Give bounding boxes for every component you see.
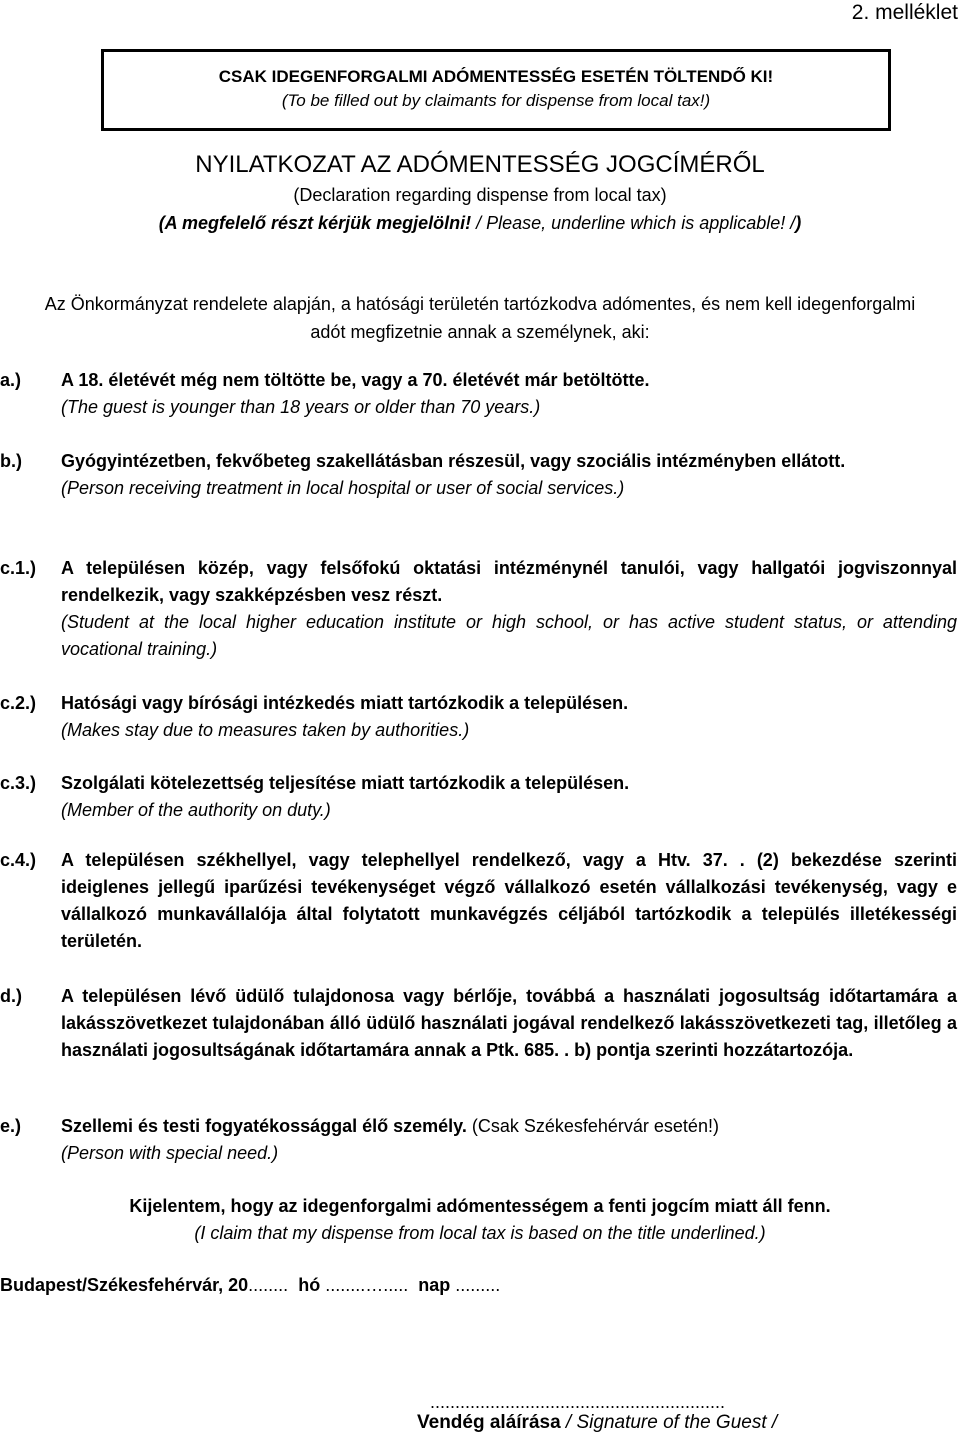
month-label: hó	[298, 1275, 321, 1295]
item-a-hu: A 18. életévét még nem töltötte be, vagy a 70. életévét már betöltötte.	[61, 370, 650, 390]
page-title: NYILATKOZAT AZ ADÓMENTESSÉG JOGCÍMÉRŐL	[195, 151, 765, 178]
signature-label	[417, 1409, 777, 1436]
item-b-en: (Person receiving treatment in local hospital or user of social services.)	[61, 478, 625, 498]
item-b-hu: Gyógyintézetben, fekvőbeteg szakellátásban részesül, vagy szociális intézményben ellátott.	[61, 451, 846, 471]
item-c1-label: c.1.)	[0, 558, 37, 578]
item-c3-en: (Member of the authority on duty.)	[61, 800, 331, 820]
item-c1-hu: A településen közép, vagy felsőfokú oktatási intézménynél tanulói, vagy hallgatói jogviszonnyal rendelkezik, vagy szakképzésben vesz részt.	[61, 558, 957, 605]
subtitle-en: (Declaration regarding dispense from local tax)	[293, 185, 667, 205]
notice-hu: CSAK IDEGENFORGALMI ADÓMENTESSÉG ESETÉN TÖLTENDŐ KI!	[218, 67, 774, 86]
annex-label: 2. melléklet	[851, 1, 958, 24]
item-e-label: e.)	[0, 1116, 22, 1136]
instruction-close: )	[795, 213, 802, 233]
item-c4-label: c.4.)	[0, 850, 37, 870]
year-prefix: 20	[228, 1275, 249, 1295]
item-c2-label: c.2.)	[0, 693, 37, 713]
claim-en: (I claim that my dispense from local tax is based on the title underlined.)	[194, 1223, 766, 1243]
item-b-label: b.)	[0, 451, 22, 471]
item-c4-hu: A településen székhellyel, vagy telephellyel rendelkező, vagy a Htv. 37. . (2) bekezdése szerinti ideiglenes jellegű iparűzési tevékenységet végző vállalkozó esetén vállalkozási tevékenység, vagy e vállalkozó munkavállalója által folytatott munkavégzés céljából tartózkodik a település illetékességi területén.	[61, 850, 957, 951]
day-label: nap	[418, 1275, 451, 1295]
signature-label-hu: Vendég aláírása	[417, 1412, 561, 1433]
item-d-hu: A településen lévő üdülő tulajdonosa vagy bérlője, továbbá a használati jogosultság időtartamára a lakásszövetkezet tulajdonában álló üdülő használati jogával rendelkező lakásszövetkezeti tag, illetőleg a használati jogosultságának időtartamára annak a Ptk. 685. . b) pontja szerinti hozzátartozója.	[61, 986, 957, 1060]
instruction	[0, 210, 960, 237]
notice-box	[101, 49, 891, 131]
intro-text	[0, 290, 960, 346]
signature-field[interactable]: ...........................................................	[430, 1392, 726, 1412]
item-c2-en: (Makes stay due to measures taken by authorities.)	[61, 720, 470, 740]
intro-line-2: adót megfizetnie annak a személynek, aki:	[310, 322, 650, 342]
item-c1-en: (Student at the local higher education institute or high school, or has active student status, or attending vocational training.)	[61, 612, 957, 659]
month-field[interactable]: ........….....	[325, 1275, 409, 1295]
day-field[interactable]: .........	[455, 1275, 501, 1295]
item-c2-hu: Hatósági vagy bírósági intézkedés miatt tartózkodik a településen.	[61, 693, 629, 713]
claim	[0, 1193, 960, 1247]
item-e-note: (Csak Székesfehérvár esetén!)	[466, 1116, 719, 1136]
instruction-hu: (A megfelelő részt kérjük megjelölni!	[158, 213, 472, 233]
item-e-en: (Person with special need.)	[61, 1143, 279, 1163]
place-label: Budapest/Székesfehérvár,	[0, 1275, 224, 1295]
item-d-label: d.)	[0, 986, 22, 1006]
signature-label-en: / Signature of the Guest /	[560, 1412, 778, 1433]
year-field[interactable]: ........	[248, 1275, 289, 1295]
notice-en: (To be filled out by claimants for dispense from local tax!)	[281, 91, 711, 110]
claim-hu: Kijelentem, hogy az idegenforgalmi adómentességem a fenti jogcím miatt áll fenn.	[129, 1196, 831, 1216]
item-e-hu: Szellemi és testi fogyatékossággal élő személy.	[61, 1116, 467, 1136]
place-date-line	[0, 1272, 500, 1299]
item-c3-hu: Szolgálati kötelezettség teljesítése miatt tartózkodik a településen.	[61, 773, 630, 793]
instruction-en: / Please, underline which is applicable! /	[471, 213, 796, 233]
intro-line-1: Az Önkormányzat rendelete alapján, a hatósági területén tartózkodva adómentes, és nem kell idegenforgalmi	[44, 294, 916, 314]
item-a-label: a.)	[0, 370, 22, 390]
item-c3-label: c.3.)	[0, 773, 37, 793]
item-a-en: (The guest is younger than 18 years or older than 70 years.)	[61, 397, 541, 417]
